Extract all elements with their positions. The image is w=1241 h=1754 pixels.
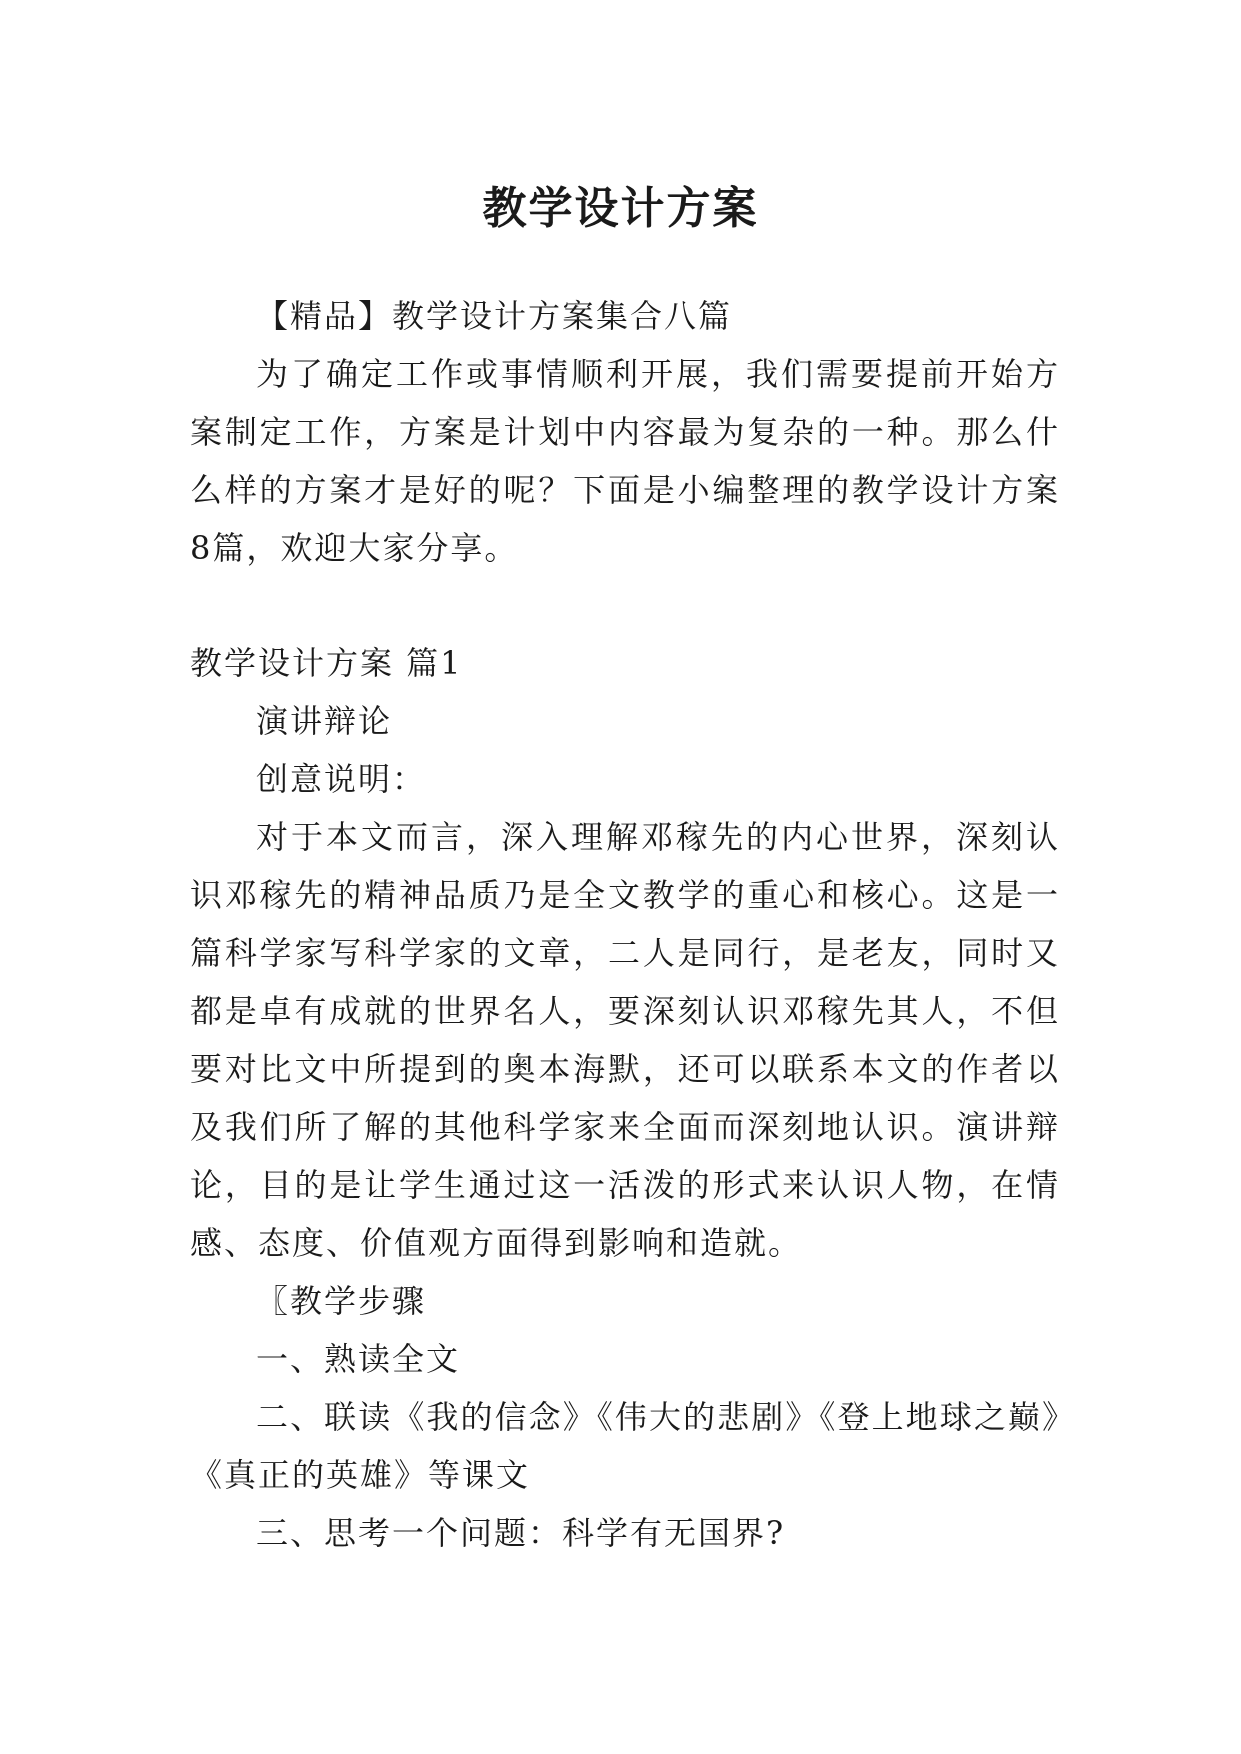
document-title: 教学设计方案 <box>482 183 759 235</box>
creative-label: 创意说明： <box>256 760 427 798</box>
step-item: 二、联读《我的信念》《伟大的悲剧》《登上地球之巅》《真正的英雄》等课文 <box>190 1398 1060 1494</box>
section-topic: 演讲辩论 <box>256 702 393 740</box>
intro-paragraph: 为了确定工作或事情顺利开展，我们需要提前开始方案制定工作，方案是计划中内容最为复杂的一种。那么什么样的方案才是好的呢？下面是小编整理的教学设计方案8篇，欢迎大家分享。 <box>190 355 1060 567</box>
section-heading: 教学设计方案 篇1 <box>190 644 463 682</box>
creative-paragraph: 对于本文而言，深入理解邓稼先的内心世界，深刻认识邓稼先的精神品质乃是全文教学的重心和核心。这是一篇科学家写科学家的文章，二人是同行，是老友，同时又都是卓有成就的世界名人，要深刻认识邓稼先其人，不但要对比文中所提到的奥本海默，还可以联系本文的作者以及我们所了解的其他科学家来全面而深刻地认识。演讲辩论，目的是让学生通过这一活泼的形式来认识人物，在情感、态度、价值观方面得到影响和造就。 <box>190 818 1060 1262</box>
step-item: 一、熟读全文 <box>256 1340 461 1378</box>
intro-subtitle: 【精品】教学设计方案集合八篇 <box>256 297 733 335</box>
steps-label: 〖教学步骤 <box>256 1282 427 1320</box>
intro-block <box>190 287 1060 577</box>
section-1 <box>190 634 1060 1562</box>
step-item: 三、思考一个问题：科学有无国界? <box>256 1514 786 1552</box>
